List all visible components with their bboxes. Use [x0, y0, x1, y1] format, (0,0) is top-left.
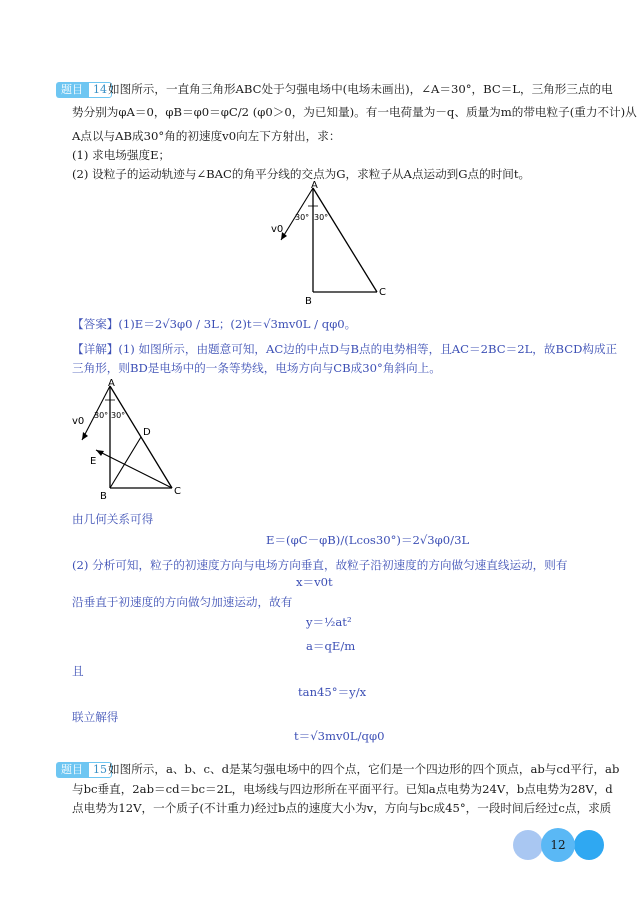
angle-label-2: 30° [314, 213, 329, 222]
solution-text-3: 沿垂直于初速度的方向做匀加速运动，故有 [72, 595, 293, 609]
question-tag-number: 14 [88, 82, 112, 98]
label-A: A [108, 378, 115, 389]
page-number-badge [541, 828, 575, 862]
q15-text-line2: 与bc垂直，2ab＝cd＝bc＝2L，电场线与四边形所在平面平行。已知a点电势为24V，b点电势为28V，d [72, 782, 613, 796]
equation-4: a＝qE/m [306, 639, 356, 653]
equation-6: t＝√3mv0L/qφ0 [294, 729, 385, 743]
equation-2: x＝v0t [296, 575, 333, 589]
answer-line: 【答案】(1)E＝2√3φ0 / 3L；(2)t＝√3mv0L / qφ0。 [72, 317, 357, 331]
q15-text-line3: 点电势为12V，一个质子(不计重力)经过b点的速度大小为v，方向与bc成45°，一段时间后经过c点，求质 [72, 801, 612, 815]
question-tag [56, 82, 112, 98]
question-tag-label: 题目 [56, 762, 88, 778]
question-tag-label: 题目 [56, 82, 88, 98]
page-badge-left-circle [513, 830, 543, 860]
q14-text-line2: 势分别为φA＝0，φB＝φ0＝φC/2 (φ0＞0，为已知量)。有一电荷量为－q、质量为m的带电粒子(重力不计)从 [72, 105, 637, 119]
triangle-figure-2 [70, 378, 195, 503]
label-A: A [311, 180, 318, 191]
label-E: E [90, 456, 97, 467]
equation-5: tan45°＝y/x [298, 685, 367, 699]
angle-label-2: 30° [111, 411, 126, 420]
solution-text-1: 由几何关系可得 [72, 512, 154, 526]
label-B: B [305, 296, 312, 305]
question-tag-number: 15 [88, 762, 112, 778]
q14-text-line3: A点以与AB成30°角的初速度v0向左下方射出，求： [72, 129, 341, 143]
detail-line2: 三角形，则BD是电场中的一条等势线，电场方向与CB成30°角斜向上。 [72, 361, 441, 375]
solution-text-5: 联立解得 [72, 710, 119, 724]
label-C: C [379, 287, 386, 298]
detail-line1: 【详解】(1) 如图所示，由题意可知，AC边的中点D与B点的电势相等，且AC＝2BC＝2L，故BCD构成正 [72, 342, 618, 356]
q14-text-line1: 如图所示，一直角三角形ABC处于匀强电场中(电场未画出)，∠A＝30°，BC＝L，三角形三点的电 [108, 82, 613, 96]
q15-text-line1: 如图所示，a、b、c、d是某匀强电场中的四个点，它们是一个四边形的四个顶点，ab与cd平行，ab [108, 762, 620, 776]
q14-text-line4: (1) 求电场强度E； [72, 148, 171, 162]
label-B: B [100, 491, 107, 502]
solution-text-4: 且 [72, 664, 84, 678]
equation-1: E＝(φC－φB)/(Lcos30°)＝2√3φ0/3L [266, 533, 470, 547]
label-D: D [143, 427, 151, 438]
q14-text-line5: (2) 设粒子的运动轨迹与∠BAC的角平分线的交点为G，求粒子从A点运动到G点的时间t。 [72, 167, 531, 181]
page-number: 12 [550, 838, 566, 852]
triangle-figure-1 [265, 180, 405, 305]
label-C: C [174, 486, 181, 497]
angle-label-1: 30° [295, 213, 310, 222]
solution-text-2: (2) 分析可知，粒子的初速度方向与电场方向垂直，故粒子沿初速度的方向做匀速直线运动，则有 [72, 558, 568, 572]
angle-label-1: 30° [94, 411, 109, 420]
label-v0: v0 [271, 224, 284, 235]
page-badge-right-circle [574, 830, 604, 860]
label-v0: v0 [72, 416, 85, 427]
equation-3: y＝½at² [306, 615, 352, 629]
question-tag [56, 762, 112, 778]
